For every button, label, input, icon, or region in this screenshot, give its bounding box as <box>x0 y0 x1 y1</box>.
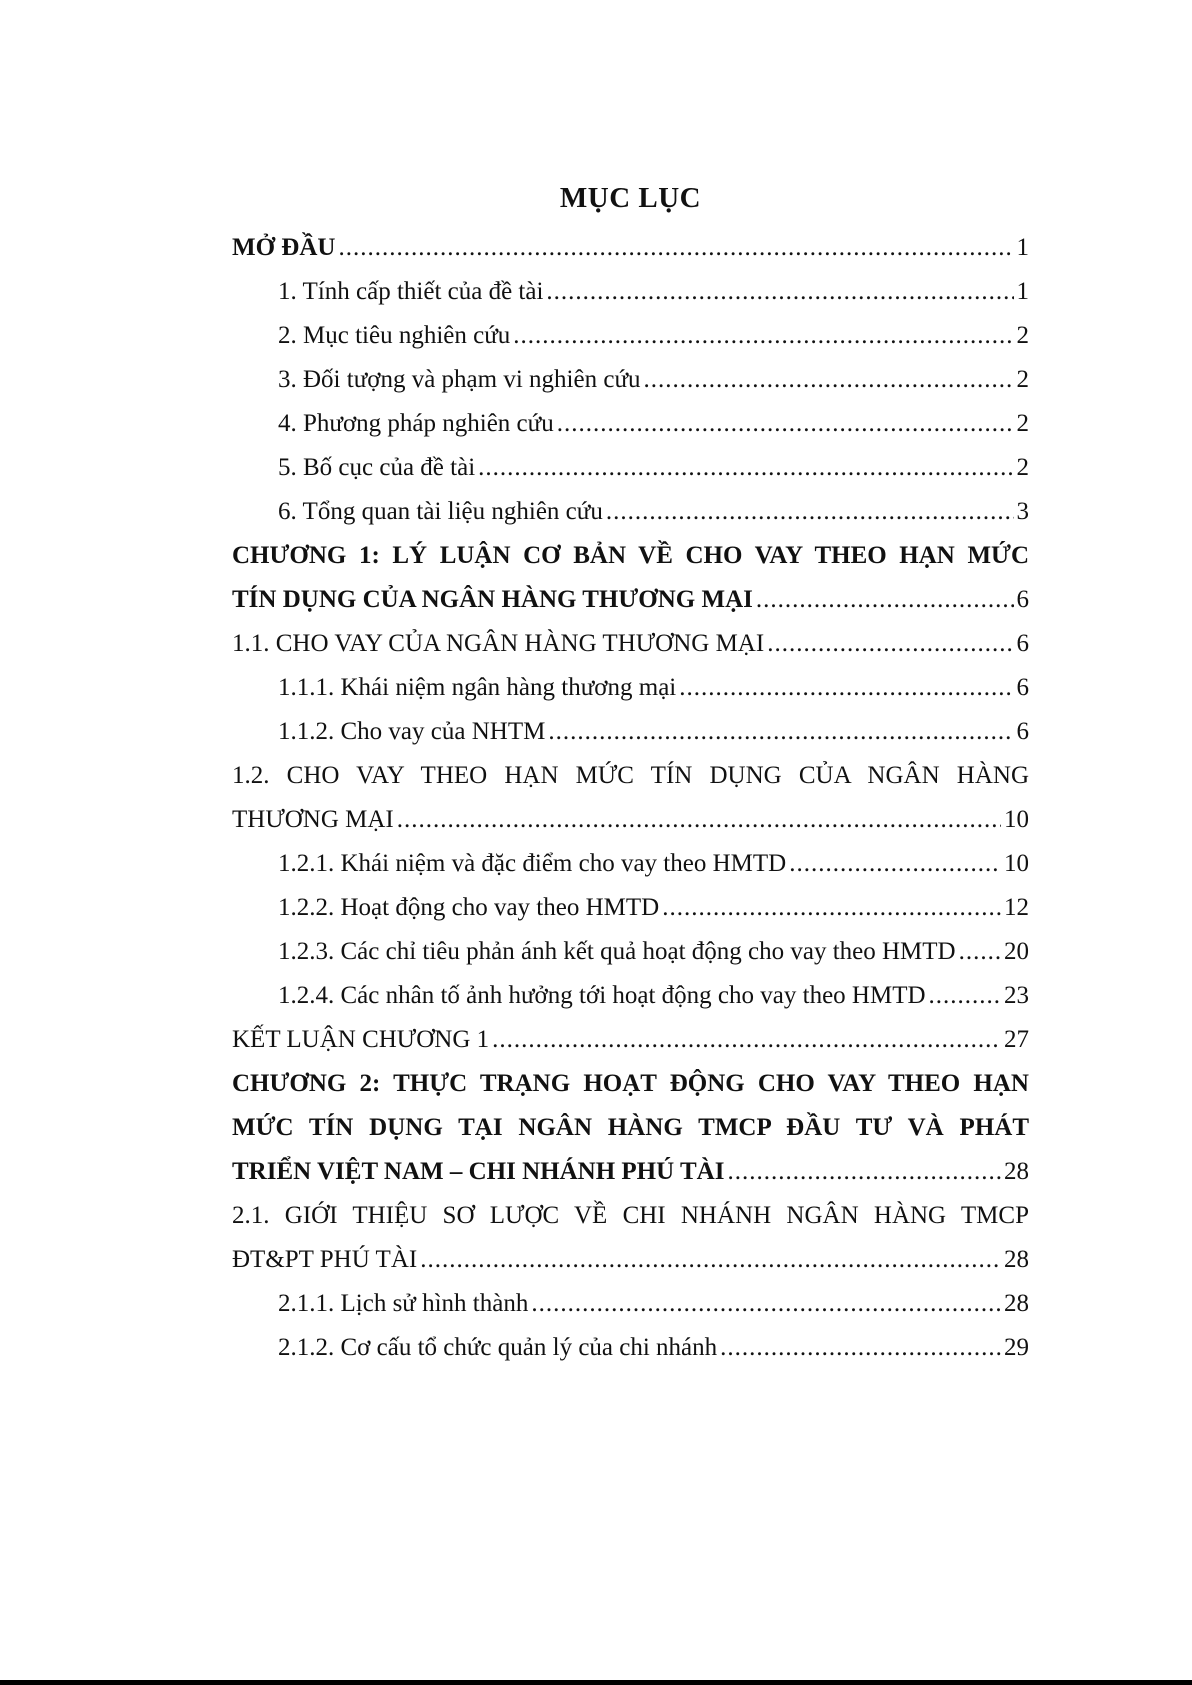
dot-leader <box>756 578 1014 622</box>
toc-entry-label: 2.1.1. Lịch sử hình thành <box>278 1290 529 1317</box>
toc-page-number: 6 <box>1016 630 1029 657</box>
toc-page-number: 2 <box>1016 410 1029 437</box>
toc-entry-last-line <box>278 666 1029 710</box>
toc-entry[interactable] <box>232 710 1029 754</box>
dot-leader <box>420 1238 1001 1282</box>
bottom-edge-rule <box>0 1680 1192 1685</box>
dot-leader <box>644 358 1014 402</box>
toc-entry[interactable] <box>232 1282 1029 1326</box>
toc-page-number: 6 <box>1016 586 1029 613</box>
dot-leader <box>478 446 1013 490</box>
toc-entry-last-line <box>232 1018 1029 1062</box>
dot-leader <box>789 842 1001 886</box>
toc-entry-label: 1. Tính cấp thiết của đề tài <box>278 278 544 305</box>
toc-entry-label: 1.2.2. Hoạt động cho vay theo HMTD <box>278 894 660 921</box>
toc-page-number: 2 <box>1016 322 1029 349</box>
toc-page-number: 28 <box>1004 1290 1029 1317</box>
toc-entry-label: 4. Phương pháp nghiên cứu <box>278 410 554 437</box>
toc-entry[interactable] <box>232 402 1029 446</box>
toc-page-number: 20 <box>1004 938 1029 965</box>
toc-entry-last-line <box>232 622 1029 666</box>
toc-entry[interactable] <box>232 974 1029 1018</box>
toc-entry-last-line <box>278 490 1029 534</box>
toc-entry-last-line <box>232 798 1029 842</box>
toc-entry-label: 6. Tổng quan tài liệu nghiên cứu <box>278 498 603 525</box>
toc-entry-label-line: 2.1. GIỚI THIỆU SƠ LƯỢC VỀ CHI NHÁNH NGÂN HÀNG TMCP <box>232 1202 1029 1229</box>
toc-entry[interactable] <box>232 622 1029 666</box>
dot-leader <box>959 930 1001 974</box>
dot-leader <box>557 402 1014 446</box>
toc-entry[interactable] <box>232 490 1029 534</box>
toc-page-number: 23 <box>1004 982 1029 1009</box>
toc-entry-label: THƯƠNG MẠI <box>232 806 394 833</box>
toc-entry[interactable] <box>232 446 1029 490</box>
dot-leader <box>679 666 1013 710</box>
toc-entry-label: 1.2.3. Các chỉ tiêu phản ánh kết quả hoạt động cho vay theo HMTD <box>278 938 956 965</box>
toc-entry-label: TÍN DỤNG CỦA NGÂN HÀNG THƯƠNG MẠI <box>232 586 753 613</box>
toc-entry[interactable] <box>232 842 1029 886</box>
toc-entry-last-line <box>278 886 1029 930</box>
toc-entry-label: 1.2.1. Khái niệm và đặc điểm cho vay theo HMTD <box>278 850 787 877</box>
toc-entry[interactable] <box>232 1326 1029 1370</box>
dot-leader <box>662 886 1001 930</box>
toc-entry[interactable] <box>232 930 1029 974</box>
toc-entry[interactable] <box>232 1062 1029 1194</box>
toc-entry-label: ĐT&PT PHÚ TÀI <box>232 1246 418 1273</box>
dot-leader <box>492 1018 1001 1062</box>
toc-entry-label: 1.2.4. Các nhân tố ảnh hưởng tới hoạt động cho vay theo HMTD <box>278 982 926 1009</box>
toc-page-number: 3 <box>1016 498 1029 525</box>
toc-entry-last-line <box>232 1238 1029 1282</box>
toc-entry-last-line <box>278 710 1029 754</box>
toc-entry[interactable] <box>232 226 1029 270</box>
toc-entry-label: 5. Bố cục của đề tài <box>278 454 476 481</box>
table-of-contents <box>232 226 1029 1370</box>
toc-entry-last-line <box>278 358 1029 402</box>
dot-leader <box>513 314 1013 358</box>
toc-entry-label: 1.1. CHO VAY CỦA NGÂN HÀNG THƯƠNG MẠI <box>232 630 765 657</box>
toc-entry[interactable] <box>232 358 1029 402</box>
dot-leader <box>727 1150 1001 1194</box>
dot-leader <box>548 710 1013 754</box>
dot-leader <box>720 1326 1001 1370</box>
toc-entry[interactable] <box>232 534 1029 622</box>
toc-entry-last-line <box>278 930 1029 974</box>
toc-page-number: 28 <box>1004 1158 1029 1185</box>
toc-entry-last-line <box>278 1282 1029 1326</box>
toc-entry[interactable] <box>232 270 1029 314</box>
toc-entry-label: 2. Mục tiêu nghiên cứu <box>278 322 511 349</box>
dot-leader <box>606 490 1014 534</box>
toc-entry-label: KẾT LUẬN CHƯƠNG 1 <box>232 1026 490 1053</box>
toc-entry-label-line: CHƯƠNG 1: LÝ LUẬN CƠ BẢN VỀ CHO VAY THEO HẠN MỨC <box>232 542 1029 569</box>
toc-entry-label: MỞ ĐẦU <box>232 234 336 261</box>
toc-entry-last-line <box>278 446 1029 490</box>
toc-page-number: 10 <box>1004 806 1029 833</box>
toc-entry-label: TRIỂN VIỆT NAM – CHI NHÁNH PHÚ TÀI <box>232 1158 725 1185</box>
toc-entry[interactable] <box>232 754 1029 842</box>
toc-page-number: 28 <box>1004 1246 1029 1273</box>
dot-leader <box>929 974 1001 1018</box>
toc-entry-label-line: 1.2. CHO VAY THEO HẠN MỨC TÍN DỤNG CỦA NGÂN HÀNG <box>232 762 1029 789</box>
toc-page-number: 6 <box>1016 674 1029 701</box>
toc-entry-label-line: MỨC TÍN DỤNG TẠI NGÂN HÀNG TMCP ĐẦU TƯ VÀ PHÁT <box>232 1114 1029 1141</box>
toc-entry[interactable] <box>232 1194 1029 1282</box>
dot-leader <box>546 270 1013 314</box>
dot-leader <box>531 1282 1001 1326</box>
toc-page-number: 1 <box>1016 278 1029 305</box>
toc-page-number: 27 <box>1004 1026 1029 1053</box>
toc-entry-last-line <box>278 1326 1029 1370</box>
toc-title: MỤC LỤC <box>559 182 702 214</box>
toc-entry-last-line <box>278 314 1029 358</box>
toc-page-number: 12 <box>1004 894 1029 921</box>
toc-entry[interactable] <box>232 666 1029 710</box>
toc-entry-label-line: CHƯƠNG 2: THỰC TRẠNG HOẠT ĐỘNG CHO VAY THEO HẠN <box>232 1070 1029 1097</box>
toc-entry-label: 2.1.2. Cơ cấu tổ chức quản lý của chi nhánh <box>278 1334 718 1361</box>
toc-entry-last-line <box>232 1150 1029 1194</box>
toc-page-number: 10 <box>1004 850 1029 877</box>
toc-page-number: 2 <box>1016 366 1029 393</box>
toc-entry-last-line <box>278 270 1029 314</box>
toc-entry[interactable] <box>232 1018 1029 1062</box>
toc-entry[interactable] <box>232 314 1029 358</box>
toc-page-number: 29 <box>1004 1334 1029 1361</box>
toc-page-number: 2 <box>1016 454 1029 481</box>
toc-entry-last-line <box>232 578 1029 622</box>
toc-entry-label: 1.1.1. Khái niệm ngân hàng thương mại <box>278 674 677 701</box>
dot-leader <box>397 798 1001 842</box>
toc-entry-label: 3. Đối tượng và phạm vi nghiên cứu <box>278 366 641 393</box>
toc-entry-last-line <box>232 226 1029 270</box>
toc-entry-last-line <box>278 842 1029 886</box>
toc-page-number: 6 <box>1016 718 1029 745</box>
toc-page-number: 1 <box>1016 234 1029 261</box>
toc-entry[interactable] <box>232 886 1029 930</box>
toc-entry-last-line <box>278 402 1029 446</box>
toc-entry-label: 1.1.2. Cho vay của NHTM <box>278 718 546 745</box>
dot-leader <box>338 226 1013 270</box>
toc-entry-last-line <box>278 974 1029 1018</box>
dot-leader <box>767 622 1013 666</box>
